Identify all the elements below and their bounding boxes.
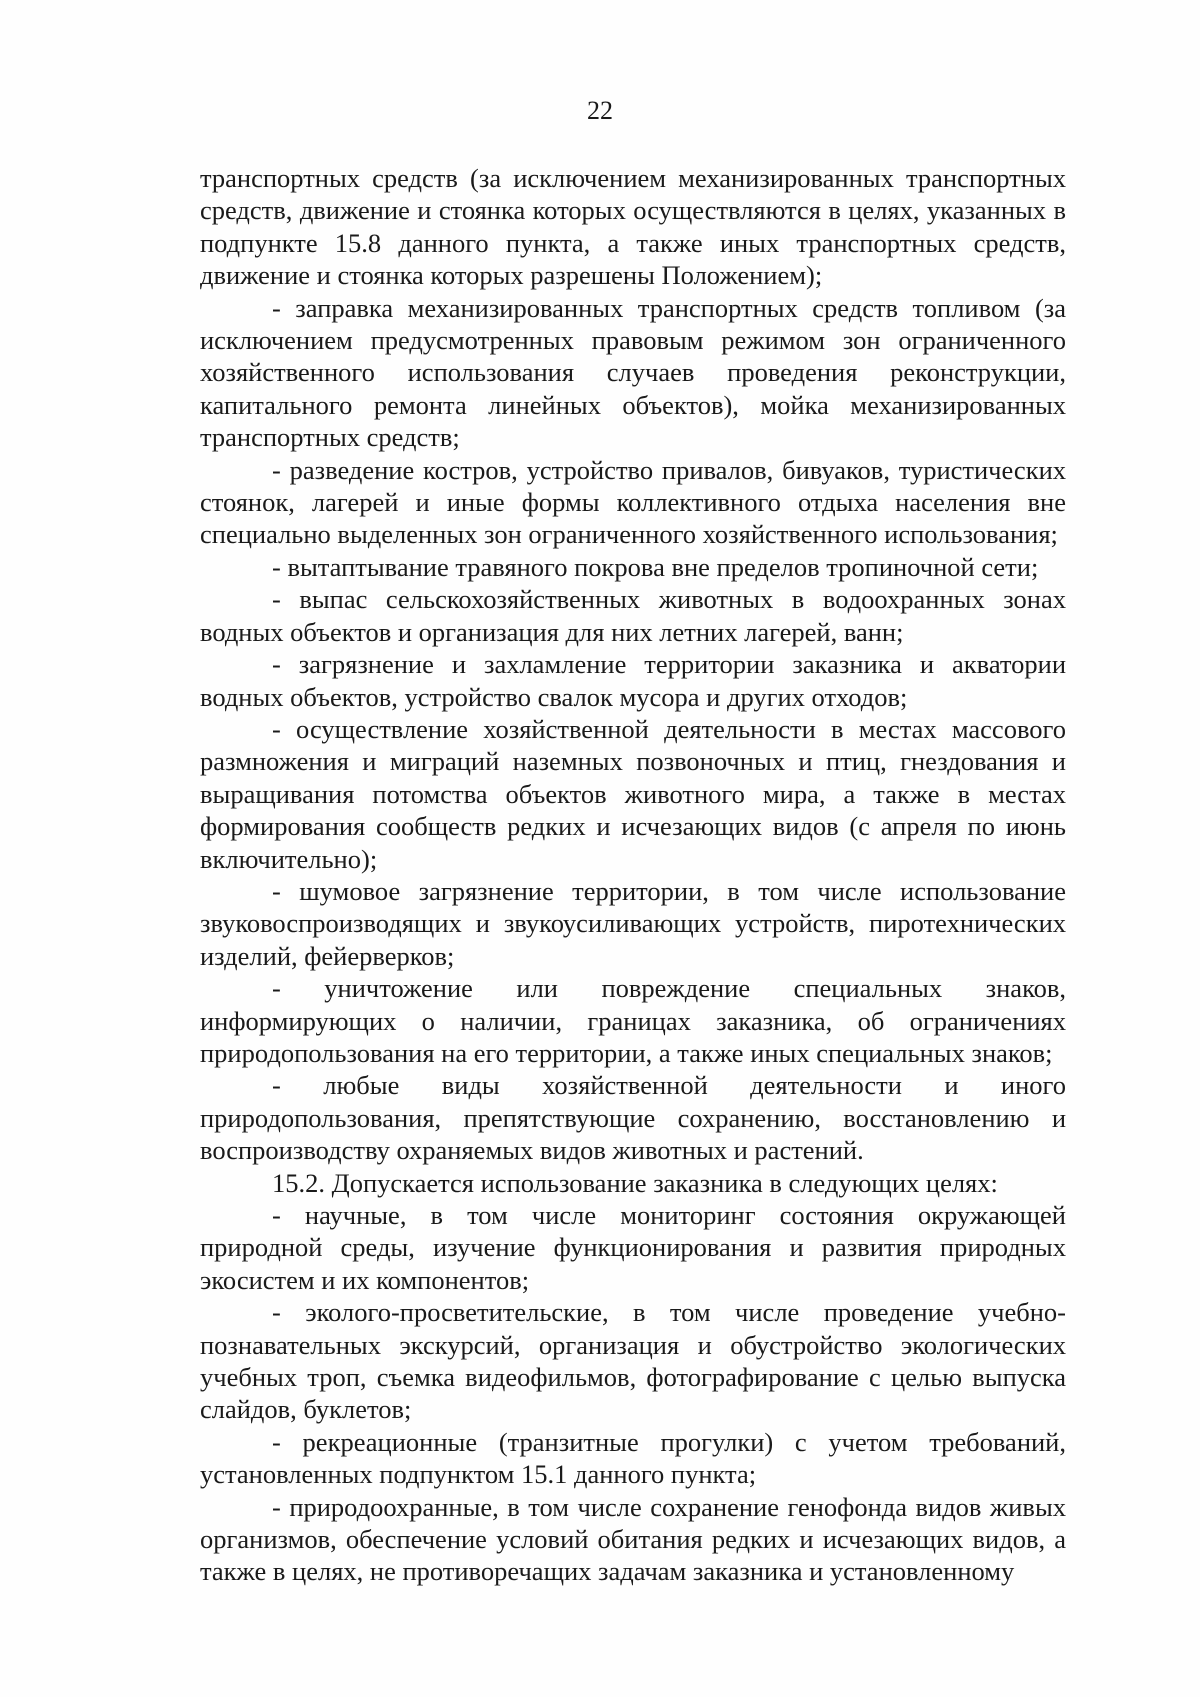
list-item: - вытаптывание травяного покрова вне пределов тропиночной сети; [272, 551, 1039, 582]
paragraph-continuation: транспортных средств (за исключением механизированных транспортных средств, движение и стоянка которых осуществляются в целях, указанных в подпункте 15.8 данного пункта, а также иных транспортных средств, движение и стоянка которых разрешены Положением); [200, 163, 1066, 291]
list-item: - осуществление хозяйственной деятельности в местах массового размножения и миграций наземных позвоночных и птиц, гнездования и выращивания потомства объектов животного мира, а также в местах формирования сообществ редких и исчезающих видов (с апреля по июнь включительно); [200, 713, 1066, 874]
list-item: - заправка механизированных транспортных средств топливом (за исключением предусмотренных правовым режимом зон ограниченного хозяйственного использования случаев проведения реконструкции, капитального ремонта линейных объектов), мойка механизированных транспортных средств; [200, 292, 1066, 453]
list-item: - природоохранные, в том числе сохранение генофонда видов живых организмов, обеспечение условий обитания редких и исчезающих видов, а также в целях, не противоречащих задачам заказника и установленному [200, 1491, 1066, 1587]
list-item: - научные, в том числе мониторинг состояния окружающей природной среды, изучение функционирования и развития природных экосистем и их компонентов; [200, 1200, 1066, 1295]
list-item: - загрязнение и захламление территории заказника и акватории водных объектов, устройство свалок мусора и других отходов; [200, 649, 1066, 712]
list-item: - рекреационные (транзитные прогулки) с учетом требований, установленных подпунктом 15.1 данного пункта; [200, 1426, 1066, 1490]
list-item: - выпас сельскохозяйственных животных в водоохранных зонах водных объектов и организация для них летних лагерей, ванн; [200, 584, 1066, 647]
list-item: - эколого-просветительские, в том числе проведение учебно-познавательных экскурсий, организация и обустройство экологических учебных троп, съемка видеофильмов, фотографирование с целью выпуска слайдов, буклетов; [200, 1297, 1066, 1425]
list-item: - любые виды хозяйственной деятельности и иного природопользования, препятствующие сохранению, восстановлению и воспроизводству охраняемых видов животных и растений. [200, 1070, 1066, 1166]
page-number: 22 [587, 96, 613, 125]
list-item: - уничтожение или повреждение специальных знаков, информирующих о наличии, границах заказника, об ограничениях природопользования на его территории, а также иных специальных знаков; [200, 973, 1066, 1068]
document-body [200, 162, 1066, 1588]
list-item: - разведение костров, устройство привалов, бивуаков, туристических стоянок, лагерей и иные формы коллективного отдыха населения вне специально выделенных зон ограниченного хозяйственного использования; [200, 454, 1066, 550]
list-item: - шумовое загрязнение территории, в том числе использование звуковоспроизводящих и звукоусиливающих устройств, пиротехнических изделий, фейерверков; [200, 875, 1066, 971]
section-heading-15-2: 15.2. Допускается использование заказника в следующих целях: [272, 1167, 998, 1198]
